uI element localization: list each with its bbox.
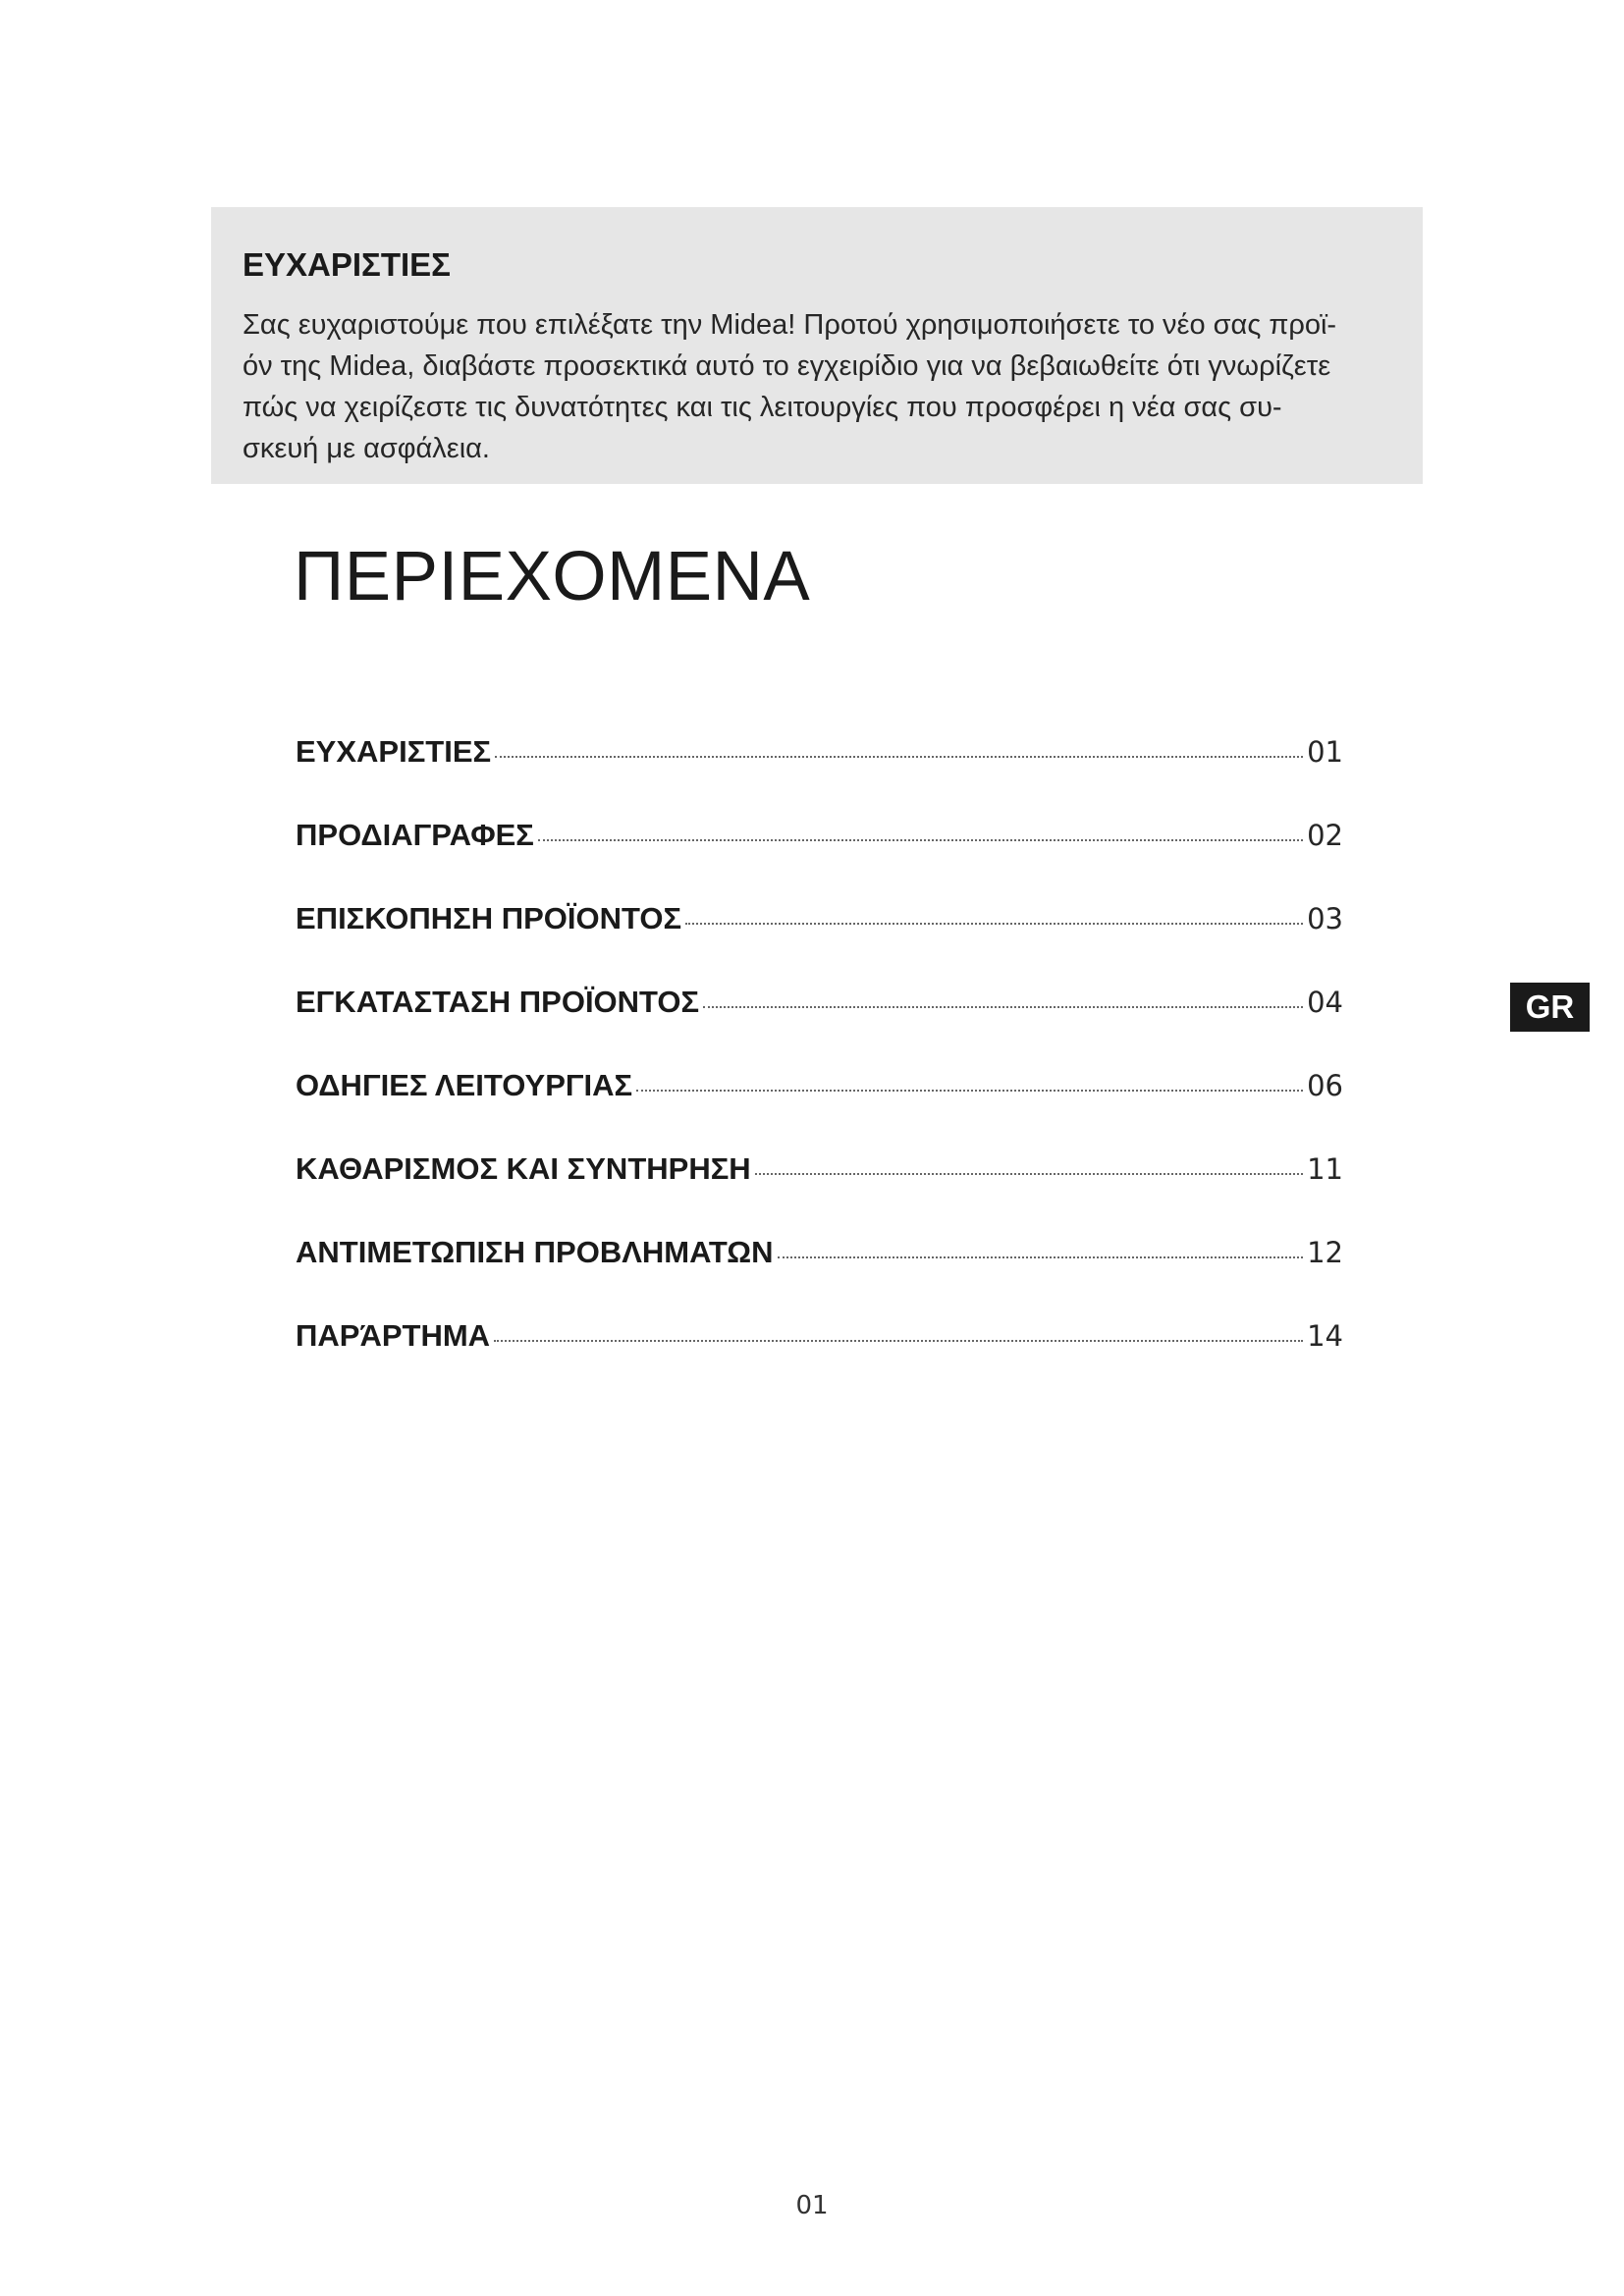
toc-dot-leader: [685, 923, 1303, 925]
toc-entry-page: 14: [1307, 1319, 1343, 1353]
toc-entry-label: ΕΥΧΑΡΙΣΤΙΕΣ: [296, 734, 492, 769]
toc-entry-page: 12: [1307, 1236, 1343, 1269]
toc-dot-leader: [703, 1006, 1303, 1008]
toc-entry-page: 02: [1307, 819, 1343, 852]
table-of-contents: [296, 734, 1343, 1402]
toc-entry-troubleshooting[interactable]: [296, 1235, 1343, 1318]
toc-entry-label: ΑΝΤΙΜΕΤΩΠΙΣΗ ΠΡΟΒΛΗΜΑΤΩΝ: [296, 1235, 774, 1269]
toc-entry-specifications[interactable]: [296, 818, 1343, 901]
thanks-text: [243, 304, 1389, 469]
toc-entry-page: 11: [1307, 1152, 1343, 1186]
toc-dot-leader: [778, 1256, 1304, 1258]
toc-entry-product-overview[interactable]: [296, 901, 1343, 985]
toc-dot-leader: [755, 1173, 1303, 1175]
thanks-title: ΕΥΧΑΡΙΣΤΙΕΣ: [243, 246, 451, 283]
toc-entry-page: 04: [1307, 986, 1343, 1019]
toc-entry-cleaning-maintenance[interactable]: [296, 1151, 1343, 1235]
toc-entry-label: ΚΑΘΑΡΙΣΜΟΣ ΚΑΙ ΣΥΝΤΗΡΗΣΗ: [296, 1151, 751, 1186]
toc-entry-page: 01: [1307, 735, 1343, 769]
toc-entry-installation[interactable]: [296, 985, 1343, 1068]
toc-dot-leader: [495, 756, 1303, 758]
toc-entry-label: ΟΔΗΓΙΕΣ ΛΕΙΤΟΥΡΓΙΑΣ: [296, 1068, 633, 1102]
thanks-text-line: Σας ευχαριστούμε που επιλέξατε την Midea! Προτού χρησιμοποιήσετε το νέο σας προϊ-: [243, 309, 1337, 341]
toc-dot-leader: [538, 839, 1303, 841]
page-number: 01: [795, 2191, 829, 2220]
language-badge: GR: [1510, 983, 1590, 1032]
thanks-box: [211, 207, 1423, 484]
thanks-text-line: πώς να χειρίζεστε τις δυνατότητες και τις λειτουργίες που προσφέρει η νέα σας συ-: [243, 392, 1282, 423]
contents-heading: ΠΕΡΙΕΧΟΜΕΝΑ: [294, 538, 811, 615]
toc-entry-label: ΕΠΙΣΚΟΠΗΣΗ ΠΡΟΪΟΝΤΟΣ: [296, 901, 682, 935]
toc-entry-thanks[interactable]: [296, 734, 1343, 818]
toc-entry-appendix[interactable]: [296, 1318, 1343, 1402]
toc-dot-leader: [494, 1340, 1303, 1342]
toc-entry-label: ΠΑΡΆΡΤΗΜΑ: [296, 1318, 491, 1353]
toc-entry-page: 03: [1307, 902, 1343, 935]
thanks-text-line: σκευή με ασφάλεια.: [243, 433, 490, 464]
toc-entry-label: ΕΓΚΑΤΑΣΤΑΣΗ ΠΡΟΪΟΝΤΟΣ: [296, 985, 700, 1019]
toc-entry-operating-instructions[interactable]: [296, 1068, 1343, 1151]
toc-entry-label: ΠΡΟΔΙΑΓΡΑΦΕΣ: [296, 818, 534, 852]
thanks-text-line: όν της Midea, διαβάστε προσεκτικά αυτό το εγχειρίδιο για να βεβαιωθείτε ότι γνωρίζετε: [243, 350, 1331, 382]
toc-dot-leader: [636, 1090, 1303, 1092]
toc-entry-page: 06: [1307, 1069, 1343, 1102]
